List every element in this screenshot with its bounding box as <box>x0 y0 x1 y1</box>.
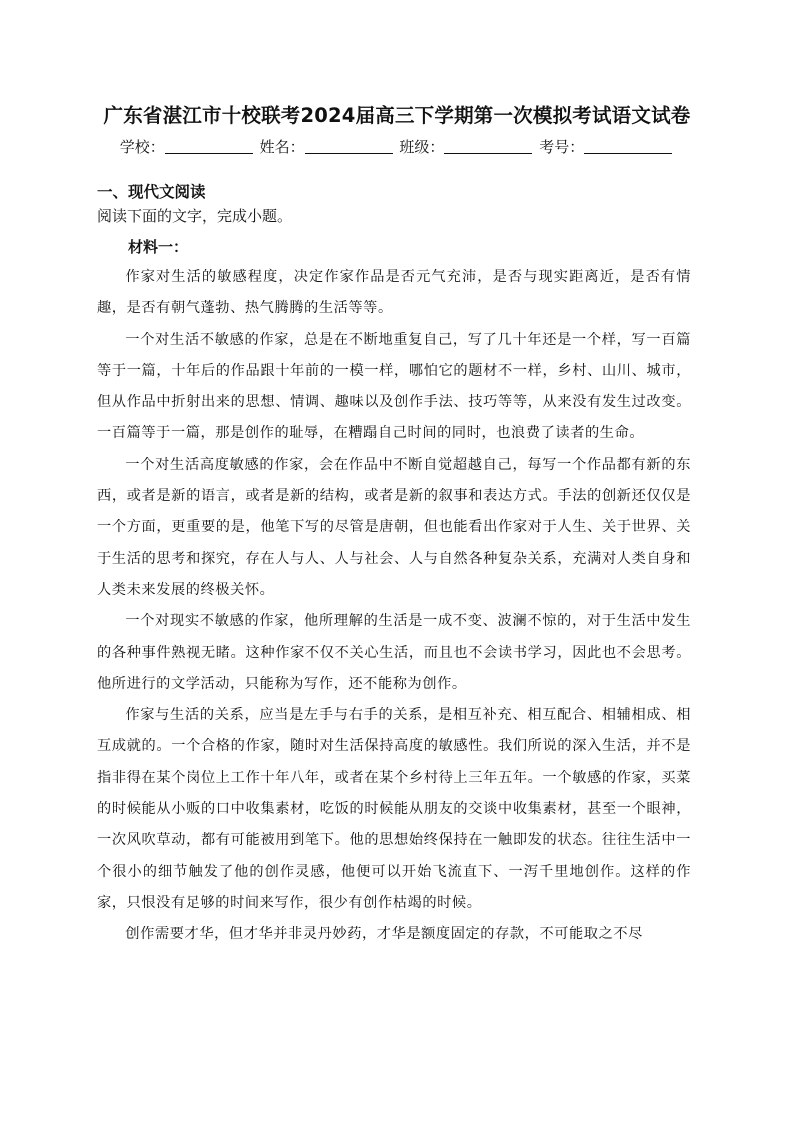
article-body <box>97 262 691 951</box>
paragraph: 一个对生活不敏感的作家，总是在不断地重复自己，写了几十年还是一个样，写一百篇等于一篇，十年后的作品跟十年前的一模一样，哪怕它的题材不一样，乡村、山川、城市，但从作品中折射出来的思想、情调、趣味以及创作手法、技巧等等，从来没有发生过改变。一百篇等于一篇，那是创作的耻辱，在糟蹋自己时间的同时，也浪费了读者的生命。 <box>97 331 691 442</box>
school-blank[interactable] <box>165 139 253 154</box>
exam-title: 广东省湛江市十校联考2024届高三下学期第一次模拟考试语文试卷 <box>103 104 691 127</box>
school-label: 学校： <box>119 138 165 156</box>
paragraph: 作家与生活的关系，应当是左手与右手的关系，是相互补充、相互配合、相辅相成、相互成就的。一个合格的作家，随时对生活保持高度的敏感性。我们所说的深入生活，并不是指非得在某个岗位上工作十年八年，或者在某个乡村待上三年五年。一个敏感的作家，买菜的时候能从小贩的口中收集素材，吃饭的时候能从朋友的交谈中收集素材，甚至一个眼神，一次风吹草动，都有可能被用到笔下。他的思想始终保持在一触即发的状态。往往生活中一个很小的细节触发了他的创作灵感，他便可以开始飞流直下、一泻千里地创作。这样的作家，只恨没有足够的时间来写作，很少有创作枯竭的时候。 <box>97 707 691 911</box>
paragraph: 一个对现实不敏感的作家，他所理解的生活是一成不变、波澜不惊的，对于生活中发生的各种事件熟视无睹。这种作家不仅不关心生活，而且也不会读书学习，因此也不会思考。他所进行的文学活动，只能称为写作，还不能称为创作。 <box>97 613 691 692</box>
student-info-line <box>0 136 794 157</box>
instruction-text: 阅读下面的文字，完成小题。 <box>97 207 293 225</box>
section-heading: 一、现代文阅读 <box>97 183 206 201</box>
material-label: 材料一： <box>128 238 189 256</box>
name-blank[interactable] <box>305 139 393 154</box>
exam-number-blank[interactable] <box>584 139 672 154</box>
paragraph: 作家对生活的敏感程度，决定作家作品是否元气充沛，是否与现实距离近，是否有情趣，是否有朝气蓬勃、热气腾腾的生活等等。 <box>97 269 691 317</box>
name-label: 姓名： <box>259 138 305 156</box>
exam-number-label: 考号： <box>539 138 585 156</box>
paragraph: 一个对生活高度敏感的作家，会在作品中不断自觉超越自己，每写一个作品都有新的东西，或者是新的语言，或者是新的结构，或者是新的叙事和表达方式。手法的创新还仅仅是一个方面，更重要的是，他笔下写的尽管是唐朝，但也能看出作家对于人生、关于世界、关于生活的思考和探究，存在人与人、人与社会、人与自然各种复杂关系，充满对人类自身和人类未来发展的终极关怀。 <box>97 456 691 598</box>
class-label: 班级： <box>399 138 445 156</box>
class-blank[interactable] <box>444 139 532 154</box>
paragraph: 创作需要才华，但才华并非灵丹妙药，才华是额度固定的存款，不可能取之不尽 <box>125 926 643 943</box>
